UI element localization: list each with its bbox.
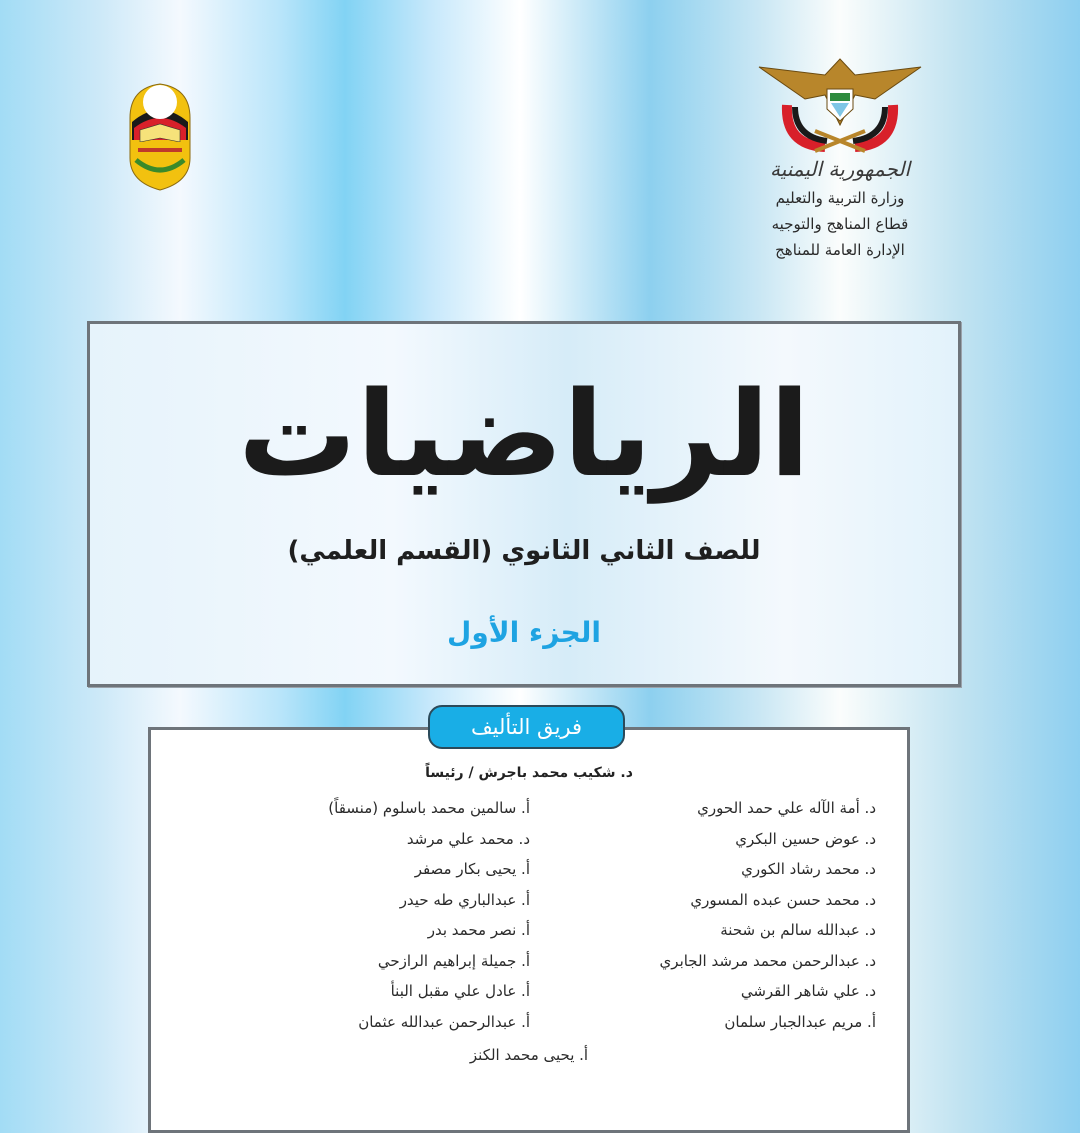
author-item: د. محمد رشاد الكوري — [741, 860, 876, 878]
yemen-eagle-emblem-icon — [755, 55, 925, 155]
book-part: الجزء الأول — [447, 616, 601, 649]
government-header — [740, 55, 940, 263]
department-name: الإدارة العامة للمناهج — [775, 241, 905, 259]
authors-left-column — [160, 793, 530, 1037]
author-item: د. محمد حسن عبده المسوري — [690, 890, 876, 909]
ministry-of-education-logo-icon — [124, 78, 196, 194]
head-author: د. شكيب محمد باجرش / رئيساً — [425, 765, 633, 781]
title-box — [87, 321, 961, 687]
author-item: د. عوض حسين البكري — [735, 829, 876, 848]
author-item: أ. مريم عبدالجبار سلمان — [724, 1012, 876, 1031]
authors-right-column — [546, 793, 876, 1037]
book-subtitle: للصف الثاني الثانوي (القسم العلمي) — [287, 536, 761, 566]
republic-name: الجمهورية اليمنية — [769, 157, 911, 181]
author-item: أ. نصر محمد بدر — [427, 921, 530, 939]
author-item: أ. عبدالباري طه حيدر — [399, 890, 530, 909]
author-item: د. عبدالله سالم بن شحنة — [720, 921, 876, 939]
author-item: أ. سالمين محمد باسلوم (منسقاً) — [328, 799, 530, 817]
author-item: د. أمة الآله علي حمد الحوري — [697, 799, 876, 817]
author-item-last: أ. يحيى محمد الكنز — [469, 1046, 589, 1064]
author-item: أ. جميلة إبراهيم الرازحي — [377, 951, 530, 970]
authoring-team-heading: فريق التأليف — [428, 705, 625, 749]
author-item: أ. عادل علي مقبل البنأ — [390, 982, 530, 1000]
ministry-name: وزارة التربية والتعليم — [775, 189, 905, 207]
author-item: أ. عبدالرحمن عبدالله عثمان — [358, 1012, 530, 1031]
author-item: د. عبدالرحمن محمد مرشد الجابري — [659, 951, 876, 970]
author-item: د. محمد علي مرشد — [406, 829, 530, 848]
author-item: أ. يحيى بكار مصفر — [414, 860, 530, 878]
sector-name: قطاع المناهج والتوجيه — [771, 215, 909, 233]
book-title: الرياضيات — [238, 365, 810, 503]
author-item: د. علي شاهر القرشي — [740, 982, 876, 1000]
